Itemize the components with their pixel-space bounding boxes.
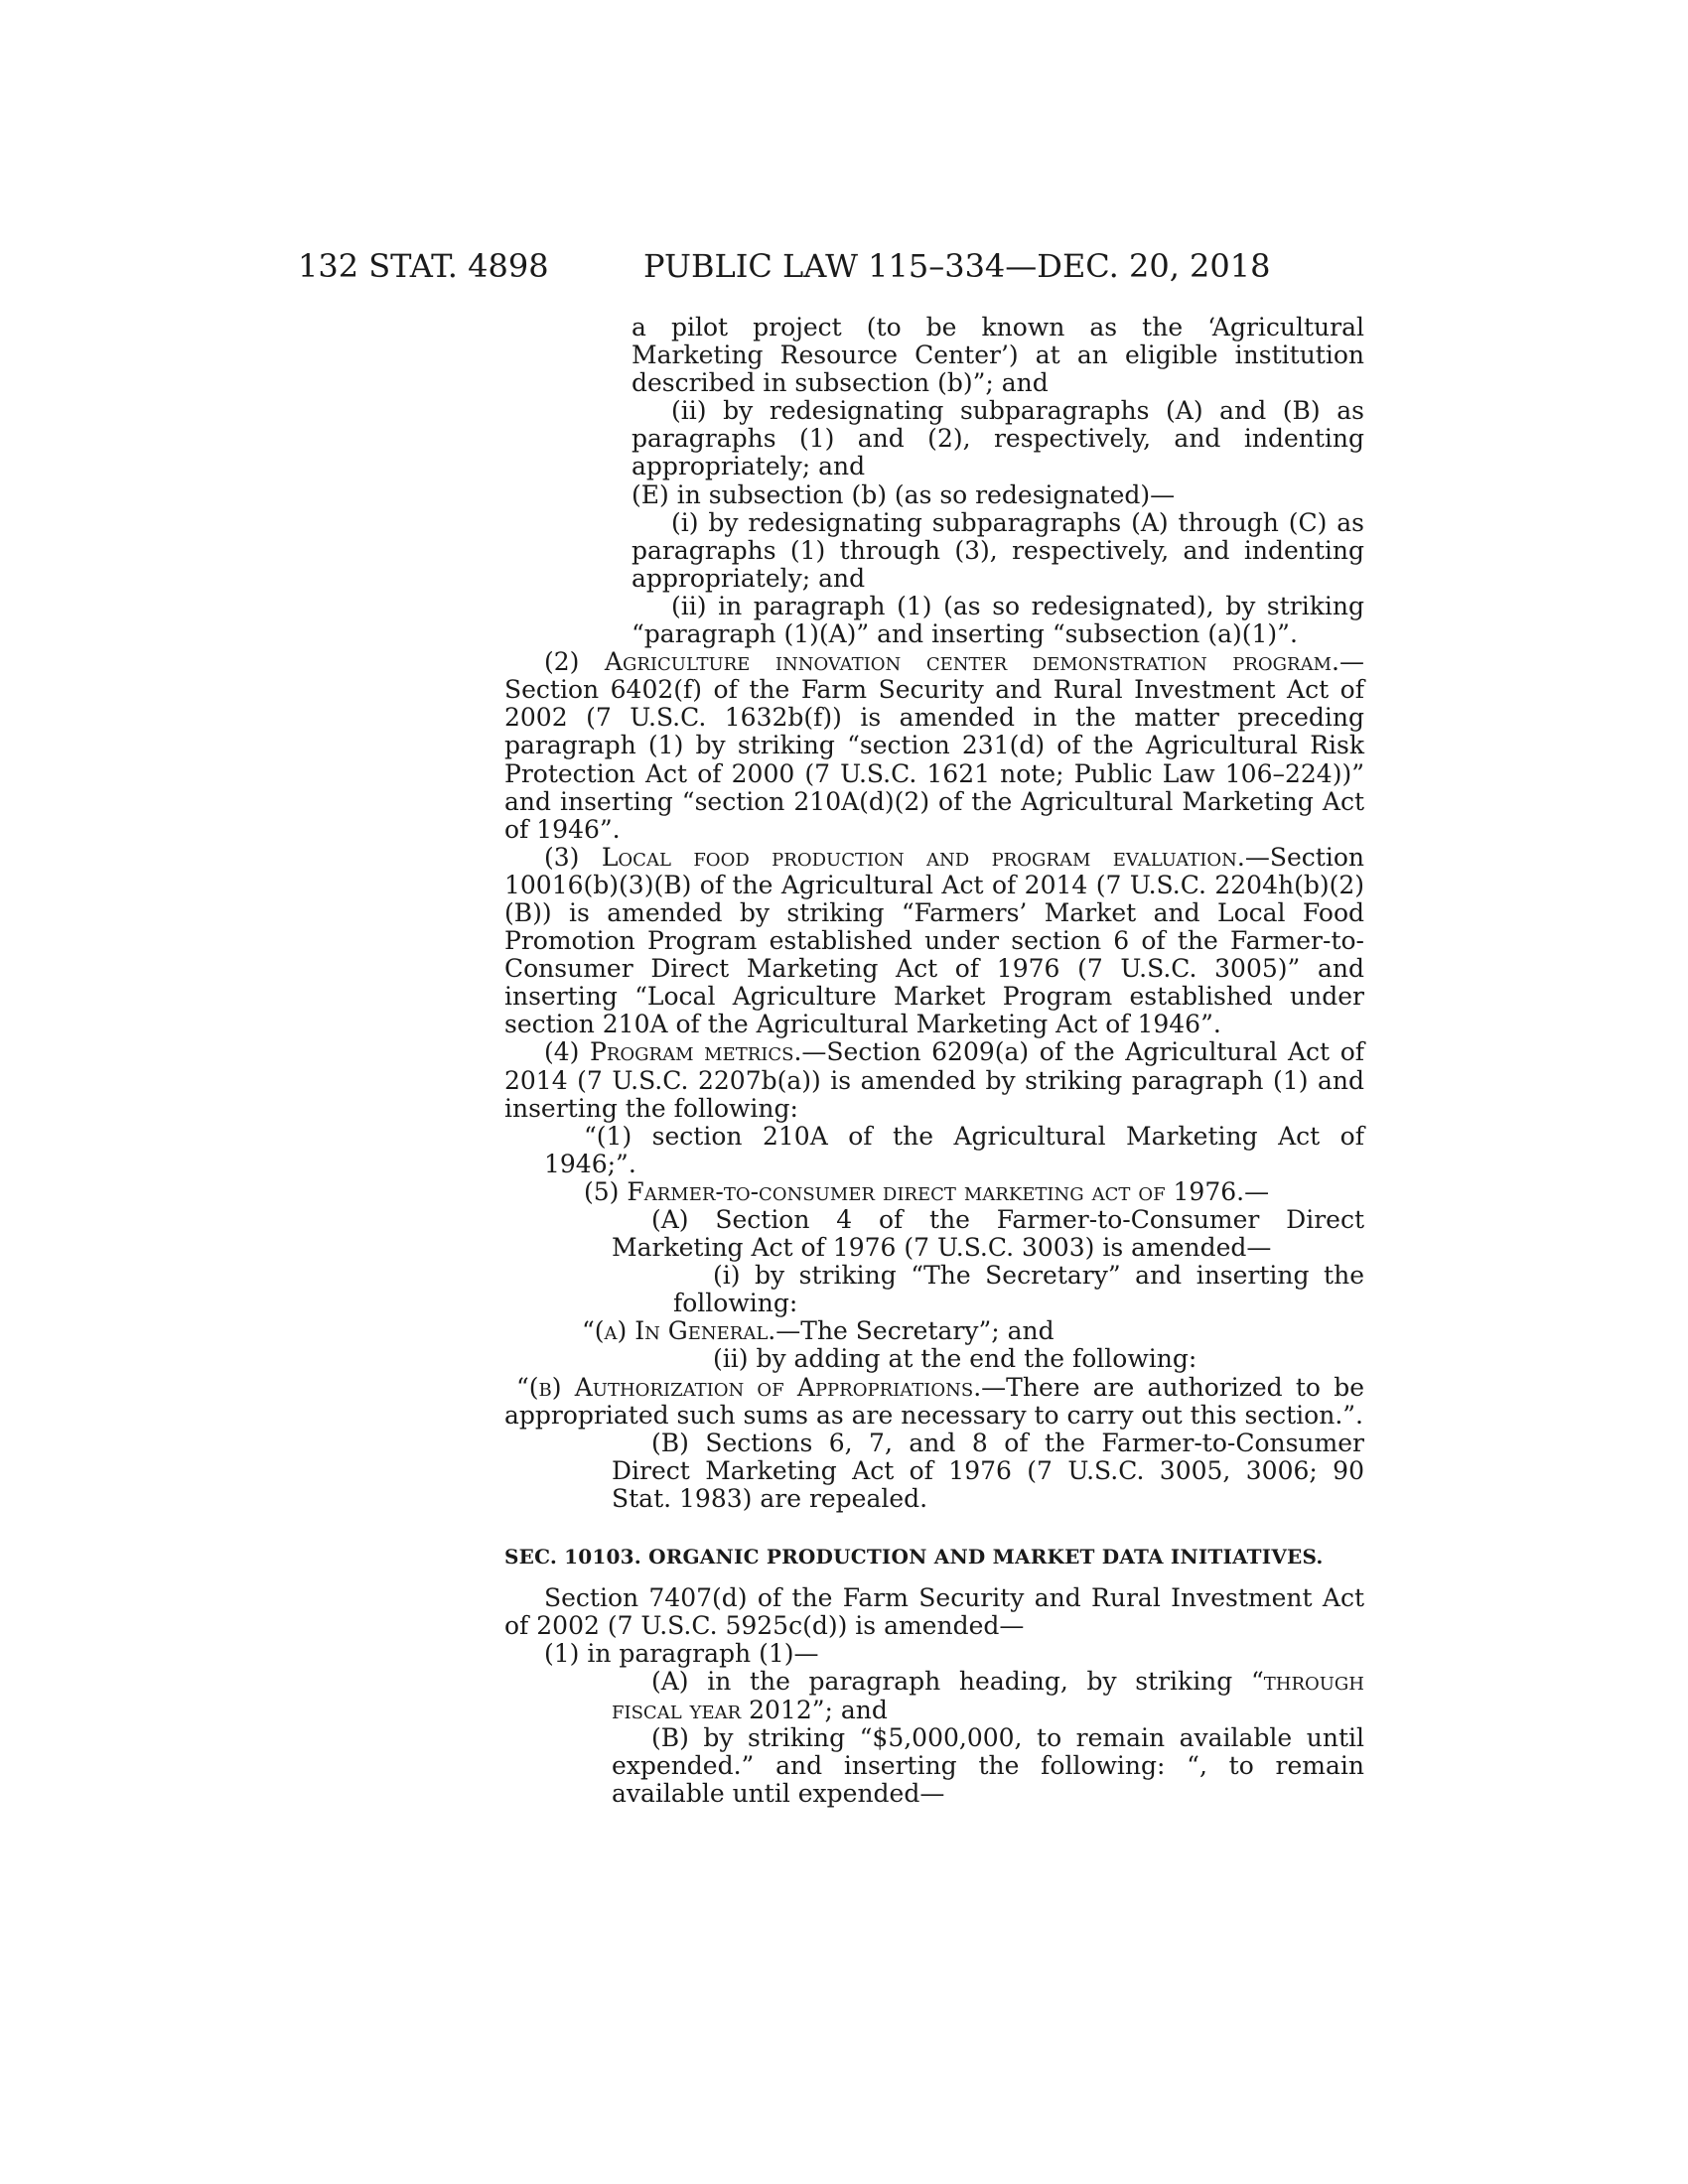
text-run: Section 7407(d) of the Farm Security and Rural Investment Act of 2002 (7 U.S.C. 5925c(d)) is amended—	[504, 1583, 1364, 1641]
paragraph-line	[504, 1345, 1364, 1373]
document-body	[504, 314, 1364, 1808]
text-run: (1) in paragraph (1)—	[544, 1639, 819, 1669]
paragraph-line	[504, 1206, 1364, 1262]
paragraph-line	[504, 1584, 1364, 1640]
text-run: (B) Sections 6, 7, and 8 of the Farmer-to-Consumer Direct Marketing Act of 1976 (7 U.S.C. 3005, 3006; 90 Stat. 1983) are repealed.	[612, 1428, 1364, 1513]
paragraph-line	[504, 1262, 1364, 1317]
text-run: (i) by redesignating subparagraphs (A) through (C) as paragraphs (1) through (3), respectively, and indenting appropriately; and	[632, 507, 1364, 593]
paragraph-line	[504, 314, 1364, 397]
text-run: —Section 6402(f) of the Farm Security and Rural Investment Act of 2002 (7 U.S.C. 1632b(f)) is amended in the matter preceding paragraph (1) by striking “section 231(d) of the Agricultural Risk Protection Act of 2000 (7 U.S.C. 1621 note; Public Law 106–224))” and inserting “section 210A(d)(2) of the Agricultural Marketing Act of 1946”.	[504, 647, 1364, 844]
small-caps-heading: (5) Farmer-to-consumer direct marketing act of 1976.	[584, 1176, 1245, 1206]
paragraph-line	[504, 1038, 1364, 1122]
text-run: —	[1244, 1176, 1270, 1206]
paragraph-line	[504, 509, 1364, 593]
text-run: (A) in the paragraph heading, by striking “	[651, 1667, 1264, 1697]
text-run: (A) Section 4 of the Farmer-to-Consumer Direct Marketing Act of 1976 (7 U.S.C. 3003) is amended—	[612, 1205, 1364, 1263]
paragraph-line	[504, 844, 1364, 1039]
small-caps-heading: “(a) In General.	[582, 1316, 776, 1346]
paragraph-line	[504, 1668, 1364, 1723]
text-run: “(1) section 210A of the Agricultural Marketing Act of 1946;”.	[544, 1121, 1364, 1178]
small-caps-heading: “(b) Authorization of Appropriations.	[516, 1372, 982, 1402]
paragraph-line	[504, 1640, 1364, 1668]
paragraph-line	[504, 1374, 1364, 1430]
text-run: (ii) by redesignating subparagraphs (A) and (B) as paragraphs (1) and (2), respectively, and indenting appropriately; and	[632, 396, 1364, 481]
text-run: (i) by striking “The Secretary” and inserting the following:	[673, 1261, 1364, 1318]
text-run: (B) by striking “$5,000,000, to remain available until expended.” and inserting the following: “, to remain available until expended—	[612, 1722, 1364, 1808]
paragraph-line	[504, 1724, 1364, 1808]
section-text	[504, 1584, 1364, 1808]
paragraph-line	[504, 593, 1364, 648]
text-run: (E) in subsection (b) (as so redesignated)—	[632, 479, 1176, 509]
small-caps-heading: (4) Program metrics.	[544, 1037, 802, 1067]
paragraph-line	[504, 1317, 1364, 1345]
paragraph-line	[504, 1430, 1364, 1513]
paragraph-line	[504, 1123, 1364, 1178]
statute-page-number: 132 STAT. 4898	[298, 247, 549, 285]
paragraph-line	[504, 397, 1364, 480]
text-run: (ii) in paragraph (1) (as so redesignated), by striking “paragraph (1)(A)” and inserting “subsection (a)(1)”.	[632, 591, 1364, 649]
text-run: —Section 10016(b)(3)(B) of the Agricultural Act of 2014 (7 U.S.C. 2204h(b)(2)(B)) is amended by striking “Farmers’ Market and Local Food Promotion Program established under section 6 of the Farmer-to-Consumer Direct Marketing Act of 1976 (7 U.S.C. 3005)” and inserting “Local Agriculture Market Program established under section 210A of the Agricultural Marketing Act of 1946”.	[504, 842, 1364, 1039]
paragraph-line	[504, 481, 1364, 509]
text-run: —Section 6209(a) of the Agricultural Act of 2014 (7 U.S.C. 2207b(a)) is amended by striking paragraph (1) and inserting the following:	[504, 1037, 1364, 1123]
section-heading: SEC. 10103. ORGANIC PRODUCTION AND MARKET DATA INITIATIVES.	[504, 1545, 1324, 1570]
small-caps-run: through fiscal year 2012	[612, 1667, 1364, 1724]
small-caps-heading: (2) Agriculture innovation center demonstration program.	[544, 647, 1339, 677]
text-run: —There are authorized to be appropriated such sums as are necessary to carry out this section.”.	[504, 1372, 1364, 1430]
text-run: a pilot project (to be known as the ‘Agricultural Marketing Resource Center’) at an eligible institution described in subsection (b)”; and	[632, 313, 1364, 398]
text-run: ”; and	[811, 1695, 888, 1724]
paragraph-line	[504, 1178, 1364, 1206]
running-header: PUBLIC LAW 115–334—DEC. 20, 2018	[643, 247, 1271, 285]
text-run: —The Secretary”; and	[775, 1316, 1055, 1346]
amendment-text	[504, 314, 1364, 1513]
small-caps-heading: (3) Local food production and program evaluation.	[544, 842, 1245, 872]
text-run: (ii) by adding at the end the following:	[713, 1344, 1197, 1374]
paragraph-line	[504, 648, 1364, 844]
